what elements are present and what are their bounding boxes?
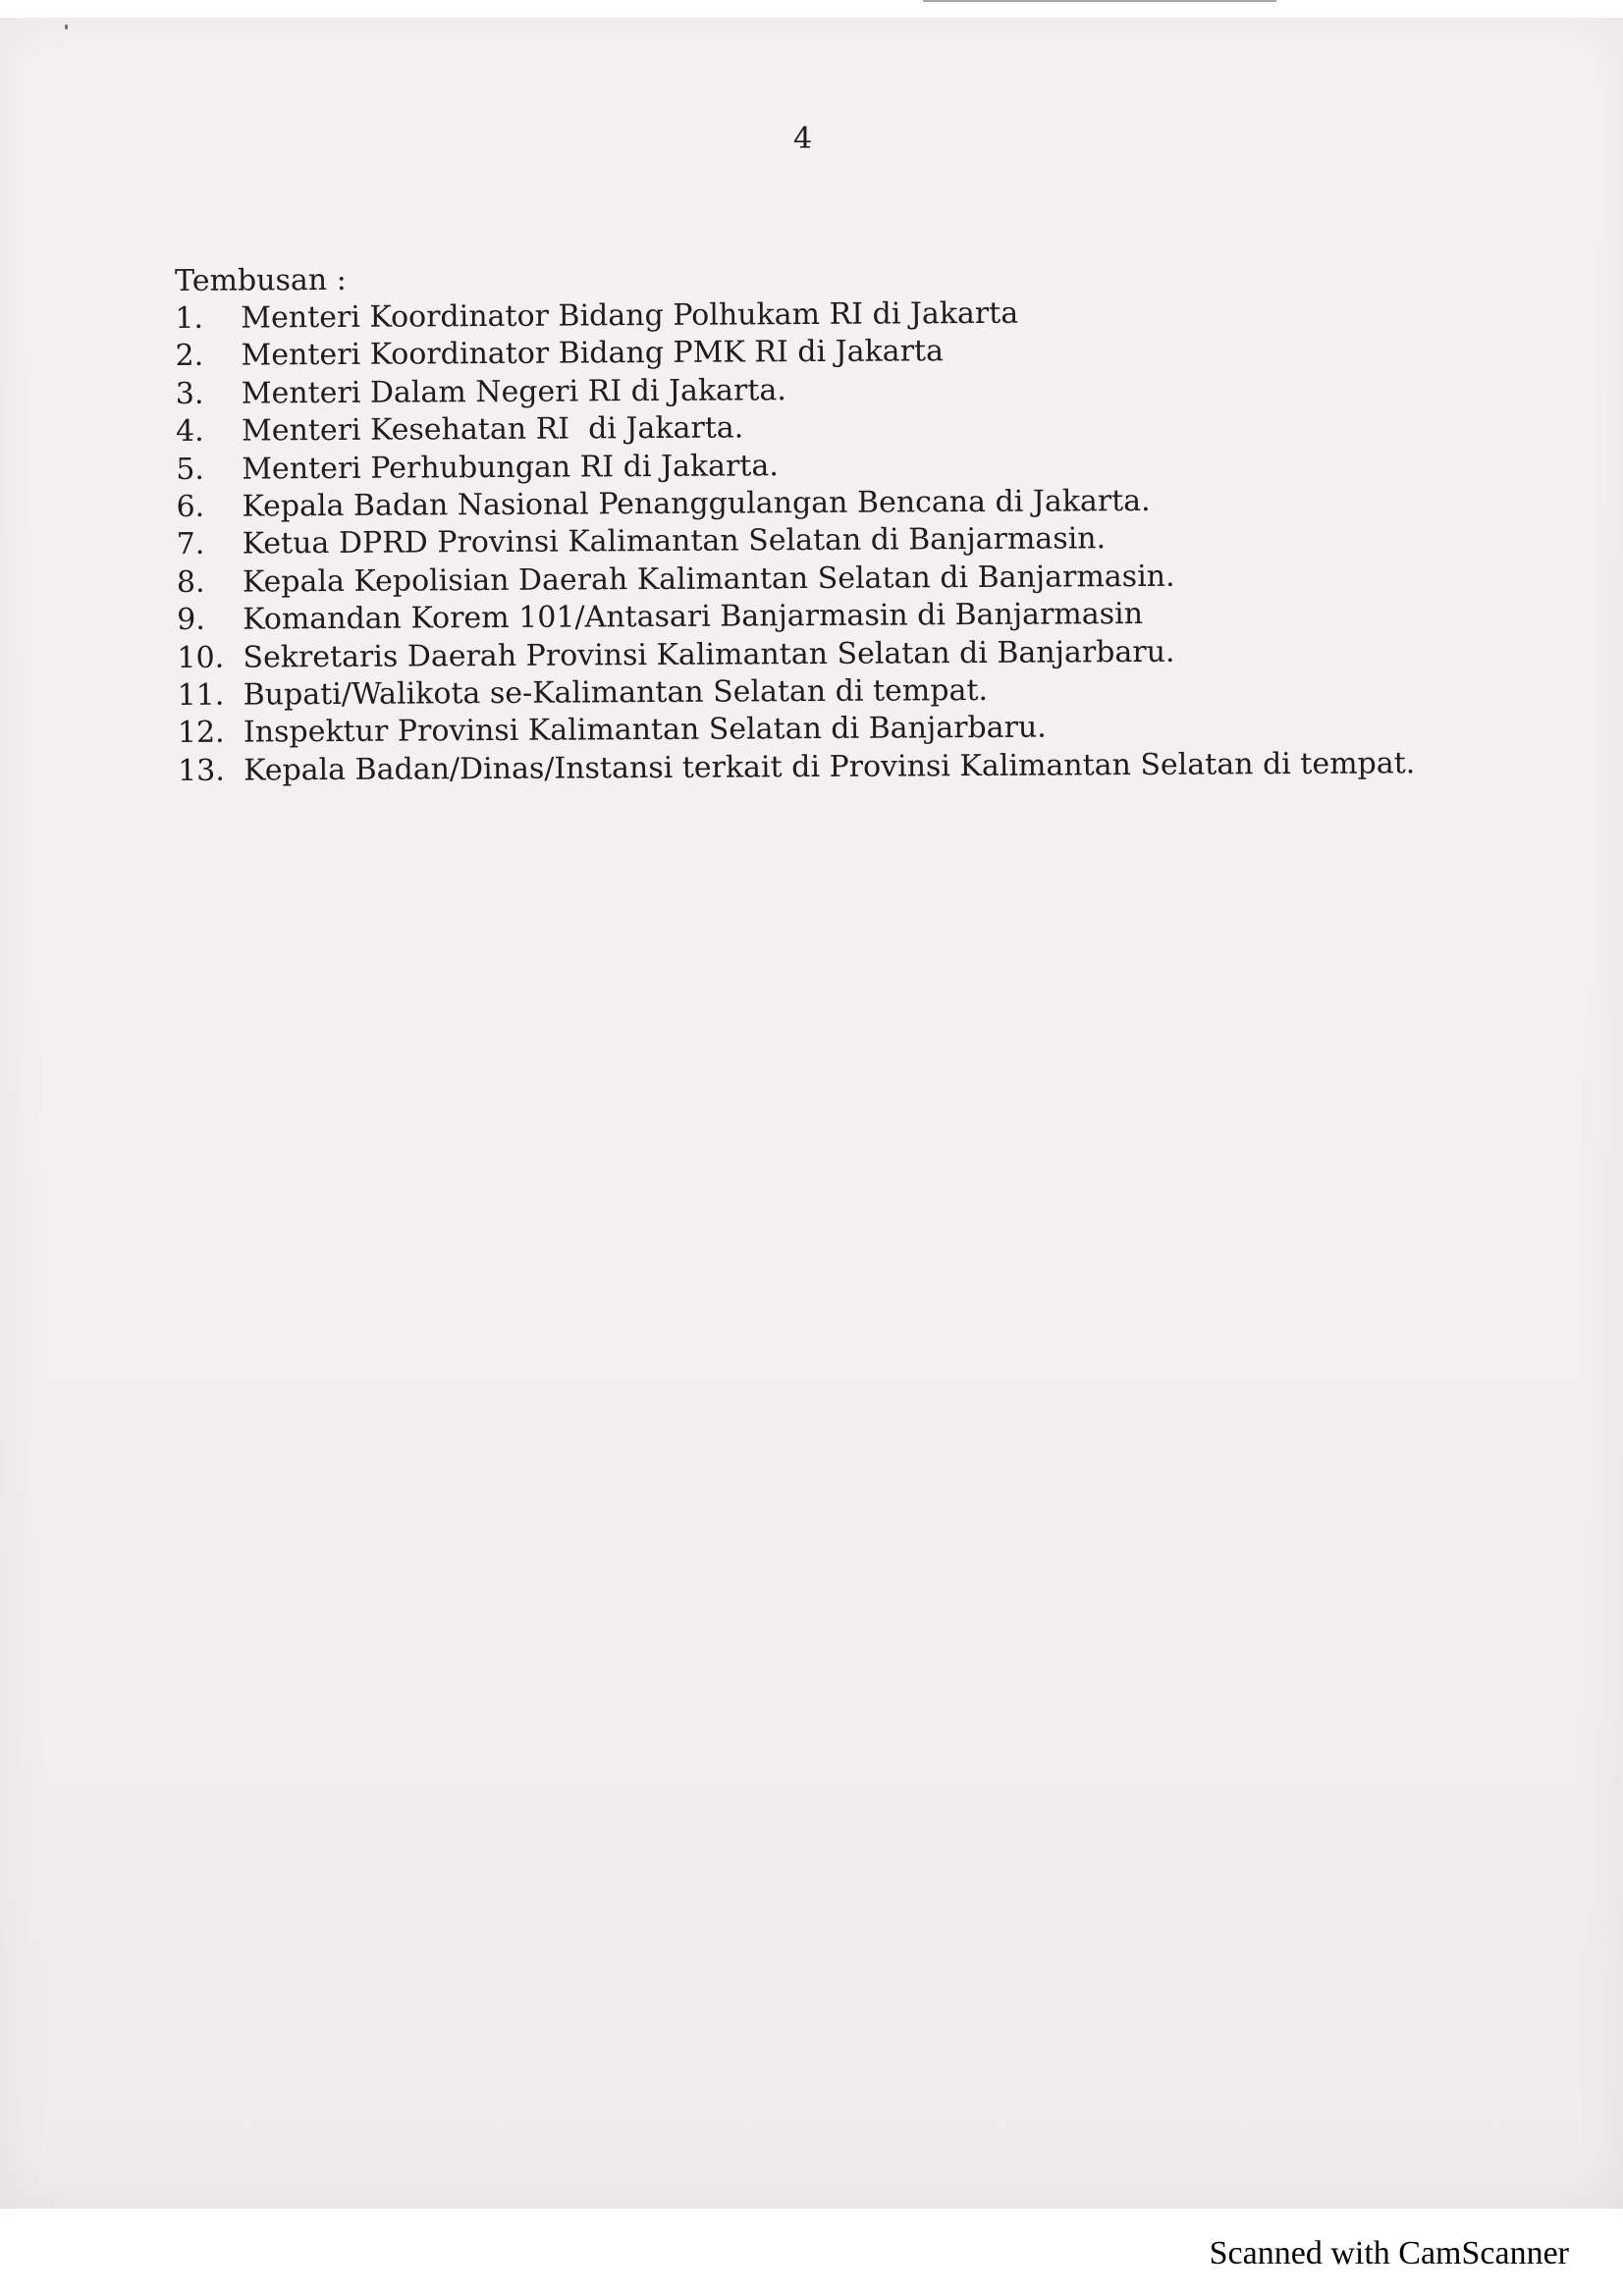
item-number: 9. [177,603,205,638]
scan-speck [65,25,68,29]
item-text: Kepala Badan/Dinas/Instansi terkait di Provinsi Kalimantan Selatan di tempat. [243,746,1416,788]
item-number: 10. [177,640,225,675]
item-number: 7. [176,527,205,562]
item-text: Inspektur Provinsi Kalimantan Selatan di Banjarbaru. [243,711,1047,751]
item-text: Sekretaris Daerah Provinsi Kalimantan Selatan di Banjarbaru. [243,634,1175,675]
page-number: 4 [793,122,813,156]
item-number: 11. [177,677,225,714]
item-text: Kepala Kepolisian Daerah Kalimantan Selatan di Banjarmasin. [242,559,1175,600]
item-number: 8. [176,564,205,600]
item-text: Ketua DPRD Provinsi Kalimantan Selatan di Banjarmasin. [242,521,1107,562]
item-number: 12. [177,716,225,751]
item-text: Komandan Korem 101/Antasari Banjarmasin di Banjarmasin [243,597,1144,637]
list-item [178,745,1434,790]
item-text: Menteri Koordinator Bidang PMK RI di Jakarta [241,334,945,373]
item-number: 5. [176,452,205,487]
item-text: Menteri Kesehatan RI di Jakarta. [241,410,744,449]
item-text: Menteri Koordinator Bidang Polhukam RI di Jakarta [241,295,1019,336]
distribution-list [175,293,1434,790]
item-text: Kepala Badan Nasional Penanggulangan Bencana di Jakarta. [242,483,1151,524]
item-number: 4. [175,414,204,450]
item-text: Menteri Dalam Negeri RI di Jakarta. [241,373,786,411]
item-number: 2. [175,339,204,374]
page-top-edge [923,0,1276,2]
scanner-watermark: Scanned with CamScanner [1209,2235,1569,2271]
distribution-list-section [175,255,1434,790]
distribution-heading: Tembusan : [175,262,347,298]
item-text: Bupati/Walikota se-Kalimantan Selatan di tempat. [243,673,989,713]
item-number: 1. [175,300,204,336]
item-number: 13. [178,753,225,788]
item-number: 6. [176,489,205,525]
item-text: Menteri Perhubungan RI di Jakarta. [242,448,779,487]
item-number: 3. [175,376,204,411]
